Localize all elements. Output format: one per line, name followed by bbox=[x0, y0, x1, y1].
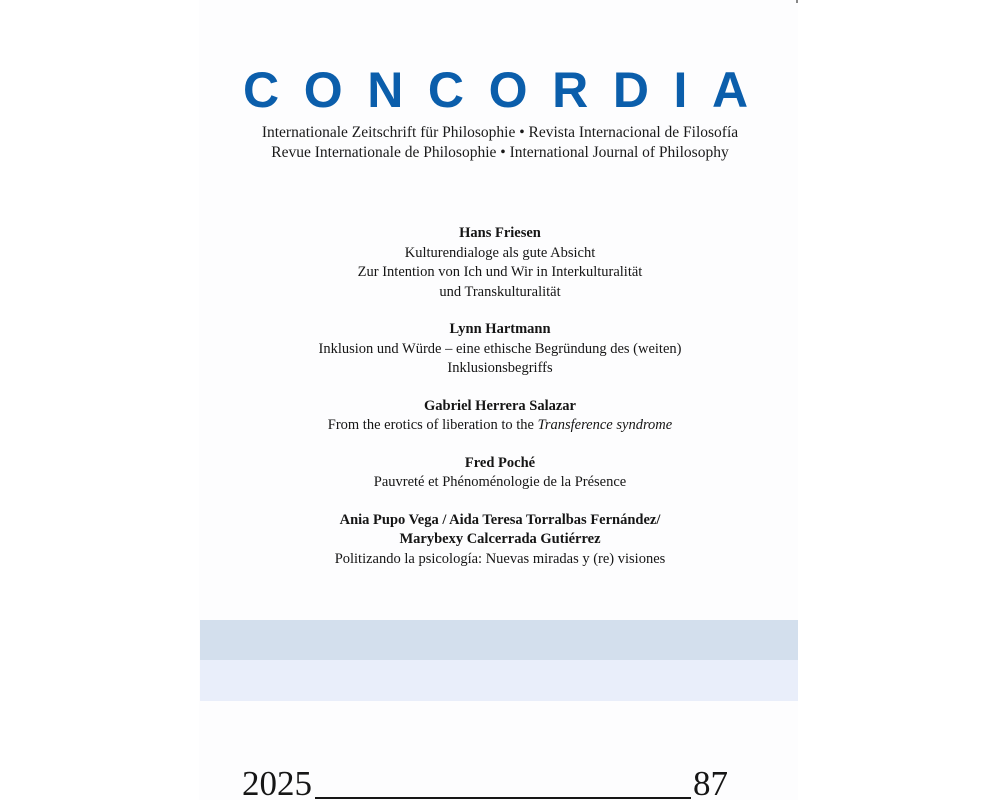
entry-title-line: Kulturendialoge als gute Absicht bbox=[404, 244, 596, 261]
entry-title-line: Inklusionsbegriffs bbox=[447, 360, 553, 376]
entry-title-line: Politizando la psicología: Nuevas miradas y (re) visiones bbox=[334, 550, 666, 567]
toc-entry bbox=[200, 397, 800, 436]
entry-author: Hans Friesen bbox=[459, 225, 541, 241]
toc-entry bbox=[200, 320, 800, 379]
entry-title-line: Zur Intention von Ich und Wir in Interkulturalität bbox=[357, 264, 643, 280]
entry-author: Gabriel Herrera Salazar bbox=[424, 397, 576, 414]
journal-subtitle-line-2: Revue Internationale de Philosophie • International Journal of Philosophy bbox=[271, 144, 729, 161]
footer-rule bbox=[315, 797, 691, 799]
entry-title-italic: Transference syndrome bbox=[537, 417, 673, 433]
cover-footer bbox=[242, 764, 732, 800]
decorative-band-upper bbox=[200, 620, 798, 660]
entry-title bbox=[200, 416, 800, 436]
decorative-band-lower bbox=[200, 660, 798, 701]
entry-author: Lynn Hartmann bbox=[449, 321, 551, 337]
entry-author: Marybexy Calcerrada Gutiérrez bbox=[399, 531, 601, 547]
issue-number: 87 bbox=[693, 764, 728, 800]
entry-title-line: Pauvreté et Phénoménologie de la Présence bbox=[373, 474, 627, 490]
crop-mark bbox=[796, 0, 798, 3]
entry-title-plain: From the erotics of liberation to the bbox=[327, 417, 538, 433]
entry-title-line: und Transkulturalität bbox=[439, 283, 561, 300]
toc-entry bbox=[200, 224, 800, 302]
journal-subtitle-line-1: Internationale Zeitschrift für Philosophie • Revista Internacional de Filosofía bbox=[261, 124, 739, 141]
publication-year: 2025 bbox=[242, 764, 312, 800]
journal-title: CONCORDIA bbox=[243, 62, 773, 118]
entry-author: Fred Poché bbox=[464, 454, 536, 471]
toc-entry bbox=[200, 454, 800, 493]
table-of-contents bbox=[200, 224, 800, 587]
entry-author: Ania Pupo Vega / Aida Teresa Torralbas Fernández/ bbox=[339, 511, 661, 528]
entry-title-line: Inklusion und Würde – eine ethische Begründung des (weiten) bbox=[318, 340, 682, 357]
toc-entry bbox=[200, 511, 800, 570]
